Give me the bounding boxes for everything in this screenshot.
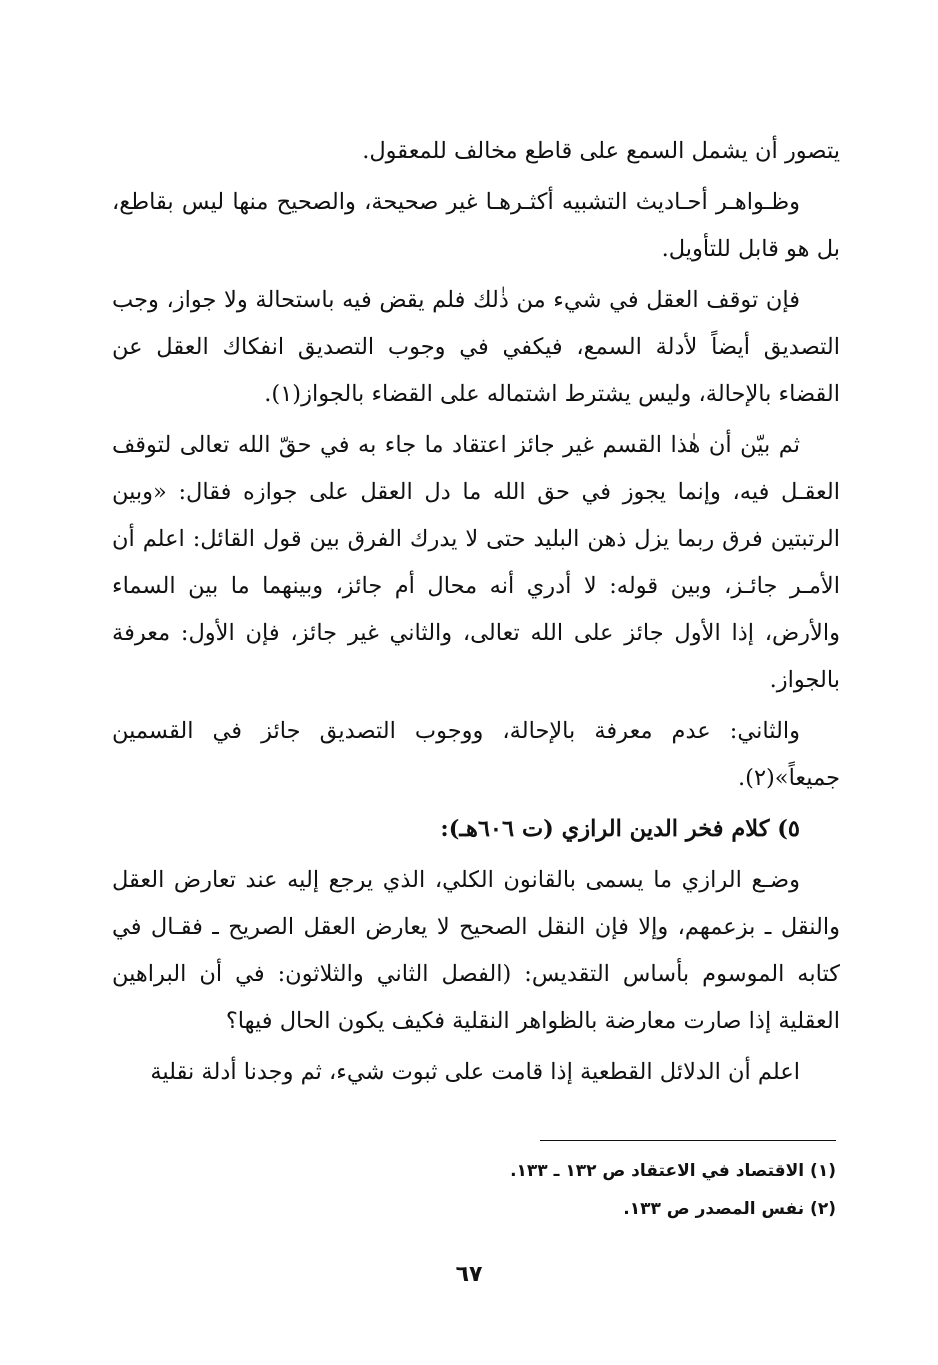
section-heading: ٥) كلام فخر الدين الرازي (ت ٦٠٦هـ): xyxy=(440,816,800,842)
footnotes xyxy=(112,1158,836,1234)
page-number: ٦٧ xyxy=(455,1262,483,1287)
footnote-divider xyxy=(540,1140,836,1141)
paragraph: ثم بيّن أن هٰذا القسم غير جائز اعتقاد ما جاء به في حقّ الله تعالى لتوقف العقـل فيه، وإنما يجوز في حق الله ما دل العقل على جوازه فقال: «وبين الرتبتين فرق ربما يزل ذهن البليد حتى لا يدرك الفرق بين قول القائل: اعلم أن الأمـر جائـز، وبين قوله: لا أدري أنه محال أم جائز، وبينهما ما بين السماء والأرض، إذا الأول جائز على الله تعالى، والثاني غير جائز، فإن الأول: معرفة بالجواز. xyxy=(112,432,840,693)
paragraph: اعلم أن الدلائل القطعية إذا قامت على ثبوت شيء، ثم وجدنا أدلة نقلية xyxy=(150,1059,800,1085)
paragraph: يتصور أن يشمل السمع على قاطع مخالف للمعقول. xyxy=(362,138,840,164)
page-body xyxy=(112,128,840,1096)
paragraph: وضـع الرازي ما يسمى بالقانون الكلي، الذي يرجع إليه عند تعارض العقل والنقل ـ بزعمهم، وإلا فإن النقل الصحيح لا يعارض العقل الصريح ـ فقـال في كتابه الموسوم بأساس التقديس: (الفصل الثاني والثلاثون: في أن البراهين العقلية إذا صارت معارضة بالظواهر النقلية فكيف يكون الحال فيها؟ xyxy=(112,867,840,1034)
footnote: (٢) نفس المصدر ص ١٣٣. xyxy=(623,1199,836,1219)
paragraph: فإن توقف العقل في شيء من ذٰلك فلم يقض فيه باستحالة ولا جواز، وجب التصديق أيضاً لأدلة السمع، فيكفي في وجوب التصديق انفكاك العقل عن القضاء بالإحالة، وليس يشترط اشتماله على القضاء بالجواز(١). xyxy=(112,287,840,407)
paragraph: والثاني: عدم معرفة بالإحالة، ووجوب التصديق جائز في القسمين جميعاً»(٢). xyxy=(112,718,840,791)
paragraph: وظـواهـر أحـاديث التشبيه أكثـرهـا غير صحيحة، والصحيح منها ليس بقاطع، بل هو قابل للتأويل. xyxy=(112,189,840,262)
footnote: (١) الاقتصاد في الاعتقاد ص ١٣٢ ـ ١٣٣. xyxy=(510,1161,836,1181)
